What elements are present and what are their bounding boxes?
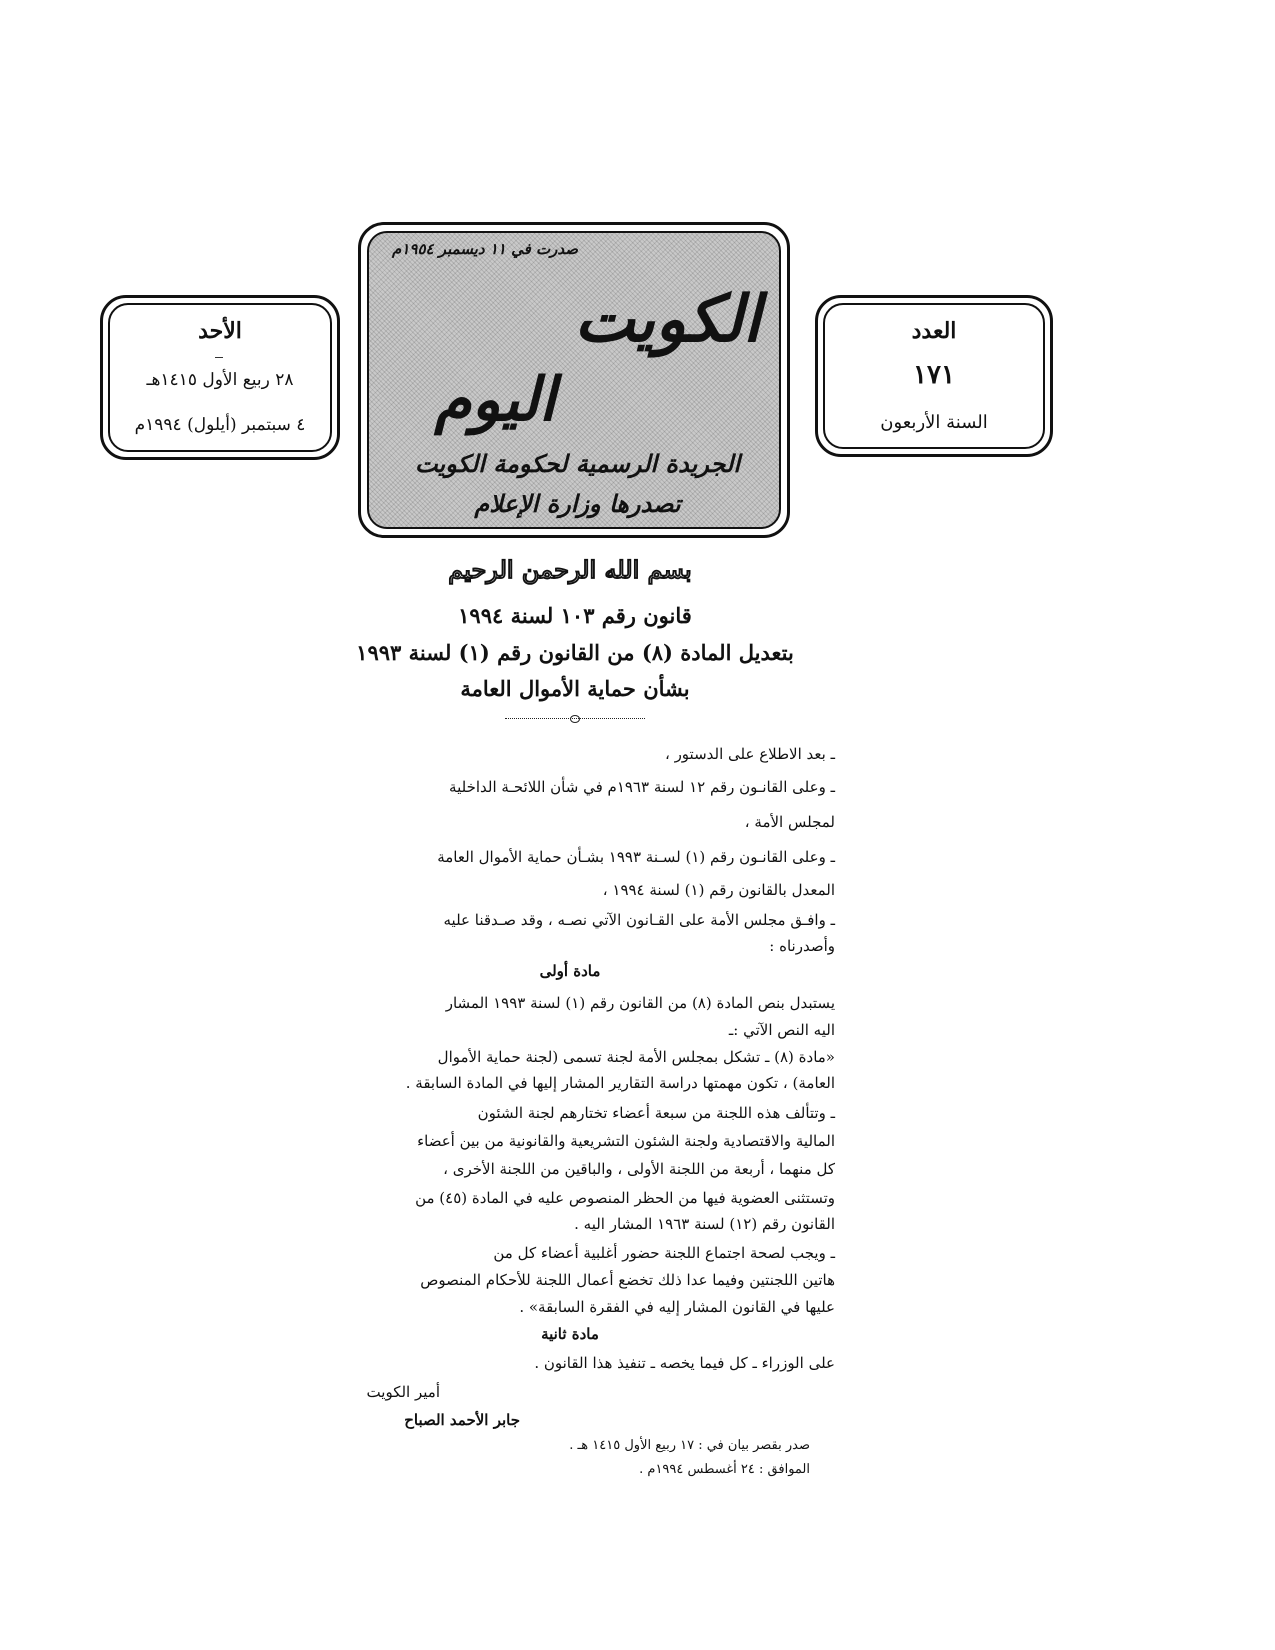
- issued-line2: الموافق : ٢٤ أغسطس ١٩٩٤م .: [639, 1462, 810, 1477]
- title-ornament-center: [570, 715, 580, 723]
- article-line: وتستثنى العضوية فيها من الحظر المنصوص عليه في المادة (٤٥) من: [415, 1189, 835, 1207]
- law-title-line1: قانون رقم ١٠٣ لسنة ١٩٩٤: [458, 603, 692, 628]
- preamble-line: وأصدرناه :: [769, 937, 835, 955]
- article-line: كل منهما ، أربعة من اللجنة الأولى ، والباقين من اللجنة الأخرى ،: [443, 1160, 835, 1178]
- article-line: «مادة (٨) ـ تشكل بمجلس الأمة لجنة تسمى (لجنة حماية الأموال: [437, 1048, 835, 1066]
- masthead-founded: صدرت في ١١ ديسمبر ١٩٥٤م: [392, 240, 578, 258]
- article-line: يستبدل بنص المادة (٨) من القانون رقم (١) لسنة ١٩٩٣ المشار: [445, 994, 835, 1012]
- article1-heading: مادة أولى: [539, 962, 601, 980]
- article2-heading: مادة ثانية: [541, 1325, 599, 1343]
- preamble-line: ـ بعد الاطلاع على الدستور ،: [664, 745, 835, 763]
- preamble-line: لمجلس الأمة ،: [744, 813, 835, 831]
- divider: [215, 357, 223, 358]
- law-title-line3: بشأن حماية الأموال العامة: [460, 676, 690, 701]
- masthead-publisher: تصدرها وزارة الإعلام: [474, 490, 681, 518]
- masthead-subtitle: الجريدة الرسمية لحكومة الكويت: [414, 450, 740, 478]
- signature-title: أمير الكويت: [366, 1383, 440, 1401]
- article-line: اليه النص الآتي :ـ: [728, 1021, 835, 1039]
- issued-line1: صدر بقصر بيان في : ١٧ ربيع الأول ١٤١٥ هـ .: [569, 1438, 810, 1453]
- preamble-line: ـ وعلى القانـون رقم (١) لسـنة ١٩٩٣ بشـأن حماية الأموال العامة: [437, 848, 835, 866]
- masthead-title-2: اليوم: [434, 365, 556, 435]
- preamble-line: المعدل بالقانون رقم (١) لسنة ١٩٩٤ ،: [602, 881, 835, 899]
- gregorian-date: ٤ سبتمبر (أيلول) ١٩٩٤م: [134, 415, 306, 435]
- article2-text: على الوزراء ـ كل فيما يخصه ـ تنفيذ هذا القانون .: [534, 1354, 835, 1372]
- article-line: هاتين اللجنتين وفيما عدا ذلك تخضع أعمال اللجنة للأحكام المنصوص: [420, 1271, 835, 1289]
- preamble-line: ـ وافـق مجلس الأمة على القـانون الآتي نصـه ، وقد صـدقنا عليه: [443, 911, 835, 929]
- article-line: العامة) ، تكون مهمتها دراسة التقارير المشار إليها في المادة السابقة .: [405, 1074, 835, 1092]
- issue-number: ١٧١: [913, 360, 955, 390]
- preamble-line: ـ وعلى القانـون رقم ١٢ لسنة ١٩٦٣م في شأن اللائحـة الداخلية: [449, 778, 835, 796]
- basmala: بسم الله الرحمن الرحيم: [448, 555, 692, 584]
- article-line: ـ وتتألف هذه اللجنة من سبعة أعضاء تختارهم لجنة الشئون: [477, 1104, 835, 1122]
- masthead-title: الكويت: [574, 283, 761, 357]
- year-label: السنة الأربعون: [880, 412, 988, 433]
- article-line: المالية والاقتصادية ولجنة الشئون التشريعية والقانونية من بين أعضاء: [417, 1132, 835, 1150]
- article-line: القانون رقم (١٢) لسنة ١٩٦٣ المشار اليه .: [574, 1215, 835, 1233]
- article-line: عليها في القانون المشار إليه في الفقرة السابقة» .: [519, 1298, 835, 1316]
- signature-name: جابر الأحمد الصباح: [404, 1411, 520, 1429]
- day-name: الأحد: [198, 318, 242, 344]
- law-title-line2: بتعديل المادة (٨) من القانون رقم (١) لسنة ١٩٩٣: [356, 640, 794, 665]
- article-line: ـ ويجب لصحة اجتماع اللجنة حضور أغلبية أعضاء كل من: [493, 1244, 835, 1262]
- hijri-date: ٢٨ ربيع الأول ١٤١٥هـ: [146, 370, 294, 390]
- issue-label: العدد: [911, 318, 957, 344]
